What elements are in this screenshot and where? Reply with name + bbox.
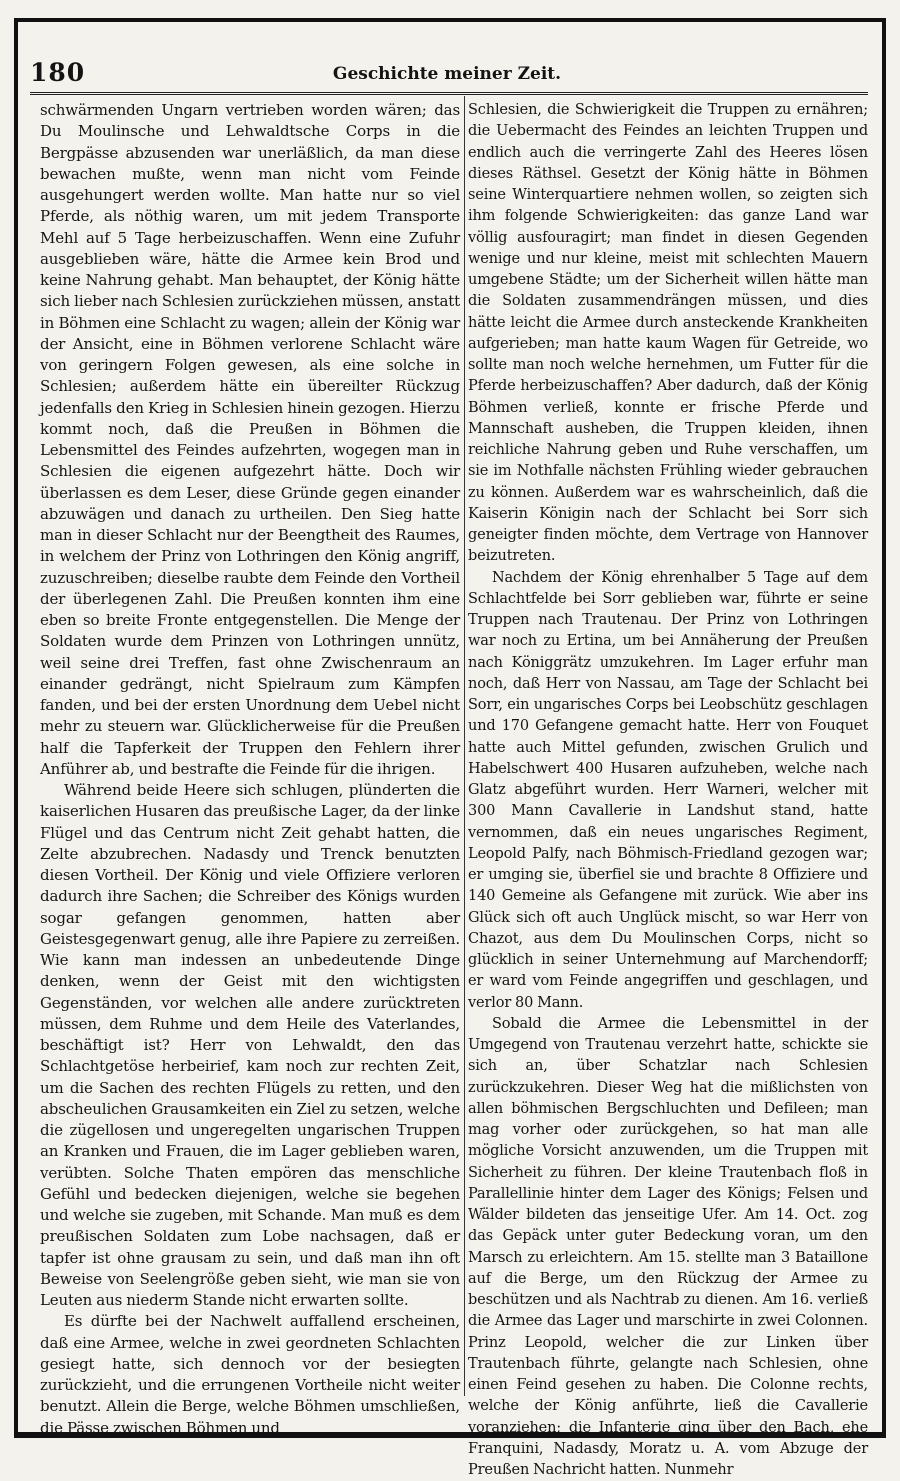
paragraph: Schlesien, die Schwierigkeit die Truppen zu ernähren; die Uebermacht des Feindes an leichten Truppen und endlich auch die verringerte Zahl des Heeres lösen dieses Räthsel. Gesetzt der König hätte in Böhmen seine Winterquartiere nehmen wollen, so zeigten sich ihm folgende Schwierigkeiten: das ganze Land war völlig ausfouragirt; man findet in diesen Gegenden wenige und nur kleine, meist mit schlechten Mauern umgebene Städte; um der Sicherheit willen hätte man die Soldaten zusammendrängen müssen, und dies hätte leicht die Armee durch ansteckende Krankheiten aufgerieben; man hatte kaum Wagen für Getreide, wo sollte man noch welche hernehmen, um Futter für die Pferde herbeizuschaffen? Aber dadurch, daß der König Böhmen verließ, konnte er frische Pferde und Mannschaft ausheben, die Truppen kleiden, ihnen reichliche Nahrung geben und Ruhe verschaffen, um sie im Nothfalle nächsten Frühling wieder gebrauchen zu können. Außerdem war es wahrscheinlich, daß die Kaiserin Königin nach der Schlacht bei Sorr sich geneigter finden möchte, dem Vertrage von Hannover beizutreten. bbox=[468, 102, 868, 565]
left-column bbox=[40, 100, 460, 1439]
page-number: 180 bbox=[30, 58, 86, 87]
paragraph: schwärmenden Ungarn vertrieben worden wären; das Du Moulinsche und Lehwaldtsche Corps in die Bergpässe abzusenden war unerläßlich, da man diese bewachen mußte, wenn man nicht vom Feinde ausgehungert werden wollte. Man hatte nur so viel Pferde, als nöthig waren, um mit jedem Transporte Mehl auf 5 Tage herbeizuschaffen. Wenn eine Zufuhr ausgeblieben wäre, hätte die Armee kein Brod und keine Nahrung gehabt. Man behauptet, der König hätte sich lieber nach Schlesien zurückziehen müssen, anstatt in Böhmen eine Schlacht zu wagen; allein der König war der Ansicht, eine in Böhmen verlorene Schlacht wäre von geringern Folgen gewesen, als eine solche in Schlesien; außerdem hätte ein übereilter Rückzug jedenfalls den Krieg in Schlesien hinein gezogen. Hierzu kommt noch, daß die Preußen in Böhmen die Lebensmittel des Feindes aufzehrten, wogegen man in Schlesien die eigenen aufgezehrt hätte. Doch wir überlassen es dem Leser, diese Gründe gegen einander abzuwägen und danach zu urtheilen. Den Sieg hatte man in dieser Schlacht nur der Beengtheit des Raumes, in welchem der Prinz von Lothringen den König angriff, zuzuschreiben; dieselbe raubte dem Feinde den Vortheil der überlegenen Zahl. Die Preußen konnten ihm eine eben so breite Fronte entgegenstellen. Die Menge der Soldaten wurde dem Prinzen von Lothringen unnütz, weil seine drei Treffen, fast ohne Zwischenraum an einander gedrängt, nicht Spielraum zum Kämpfen fanden, und bei der ersten Unordnung dem Uebel nicht mehr zu steuern war. Glücklicherweise für die Preußen half die Tapferkeit der Truppen den Fehlern ihrer Anführer ab, und bestrafte die Feinde für die ihrigen. bbox=[40, 101, 460, 778]
right-column bbox=[468, 100, 868, 1481]
header-rule bbox=[30, 92, 868, 95]
paragraph: Es dürfte bei der Nachwelt auffallend erscheinen, daß eine Armee, welche in zwei geordneten Schlachten gesiegt hatte, sich dennoch vor der besiegten zurückzieht, und die errungenen Vortheile nicht weiter benutzt. Allein die Berge, welche Böhmen umschließen, die Pässe zwischen Böhmen und bbox=[40, 1312, 460, 1437]
running-title: Geschichte meiner Zeit. bbox=[332, 64, 562, 84]
paragraph: Sobald die Armee die Lebensmittel in der Umgegend von Trautenau verzehrt hatte, schickte sie sich an, über Schatzlar nach Schlesien zurückzukehren. Dieser Weg hat die mißlichsten von allen böhmischen Bergschluchten und Defileen; man mag vorher oder zurückgehen, so hat man alle mögliche Vorsicht anzuwenden, um die Truppen mit Sicherheit zu führen. Der kleine Trautenbach floß in Parallellinie hinter dem Lager des Königs; Felsen und Wälder bildeten das jenseitige Ufer. Am 14. Oct. zog das Gepäck unter guter Bedeckung voran, um den Marsch zu erleichtern. Am 15. stellte man 3 Bataillone auf die Berge, um den Rückzug der Armee zu beschützen und als Nachtrab zu dienen. Am 16. verließ die Armee das Lager und marschirte in zwei Colonnen. Prinz Leopold, welcher die zur Linken über Trautenbach führte, gelangte nach Schlesien, ohne einen Feind gesehen zu haben. Die Colonne rechts, welche der König anführte, ließ die Cavallerie voranziehen; die Infanterie ging über den Bach, ehe Franquini, Nadasdy, Moratz u. A. vom Abzuge der Preußen Nachricht hatten. Nunmehr bbox=[468, 1015, 868, 1478]
paragraph: Nachdem der König ehrenhalber 5 Tage auf dem Schlachtfelde bei Sorr geblieben war, führte er seine Truppen nach Trautenau. Der Prinz von Lothringen war noch zu Ertina, um bei Annäherung der Preußen nach Königgrätz umzukehren. Im Lager erfuhr man noch, daß Herr von Nassau, am Tage der Schlacht bei Sorr, ein ungarisches Corps bei Leobschütz geschlagen und 170 Gefangene gemacht hatte. Herr von Fouquet hatte auch Mittel gefunden, zwischen Grulich und Habelschwert 400 Husaren aufzuheben, welche nach Glatz abgeführt wurden. Herr Warneri, welcher mit 300 Mann Cavallerie in Landshut stand, hatte vernommen, daß ein neues ungarisches Regiment, Leopold Palfy, nach Böhmisch-Friedland gezogen war; er umging sie, überfiel sie und brachte 8 Offiziere und 140 Gemeine als Gefangene mit zurück. Wie aber ins Glück sich oft auch Unglück mischt, so war Herr von Chazot, aus dem Du Moulinschen Corps, nicht so glücklich in seiner Unternehmung auf Marchendorff; er ward vom Feinde angegriffen und geschlagen, und verlor 80 Mann. bbox=[468, 569, 868, 1011]
column-divider bbox=[464, 96, 465, 1396]
paragraph: Während beide Heere sich schlugen, plünderten die kaiserlichen Husaren das preußische Lager, da der linke Flügel und das Centrum nicht Zeit gehabt hatten, die Zelte abzubrechen. Nadasdy und Trenck benutzten diesen Vortheil. Der König und viele Offiziere verloren dadurch ihre Sachen; die Schreiber des Königs wurden sogar gefangen genommen, hatten aber Geistesgegenwart genug, alle ihre Papiere zu zerreißen. Wie kann man indessen an unbedeutende Dinge denken, wenn der Geist mit den wichtigsten Gegenständen, vor welchen alle andere zurücktreten müssen, dem Ruhme und dem Heile des Vaterlandes, beschäftigt ist? Herr von Lehwaldt, den das Schlachtgetöse herbeirief, kam noch zur rechten Zeit, um die Sachen des rechten Flügels zu retten, und den abscheulichen Grausamkeiten ein Ziel zu setzen, welche die zügellosen und ungeregelten ungarischen Truppen an Kranken und Frauen, die im Lager geblieben waren, verübten. Solche Thaten empören das menschliche Gefühl und bedecken diejenigen, welche sie begehen und welche sie zugeben, mit Schande. Man muß es dem preußischen Soldaten zum Lobe nachsagen, daß er tapfer ist ohne grausam zu sein, und daß man ihn oft Beweise von Seelengröße geben sieht, wie man sie von Leuten aus niederm Stande nicht erwarten sollte. bbox=[40, 781, 460, 1309]
